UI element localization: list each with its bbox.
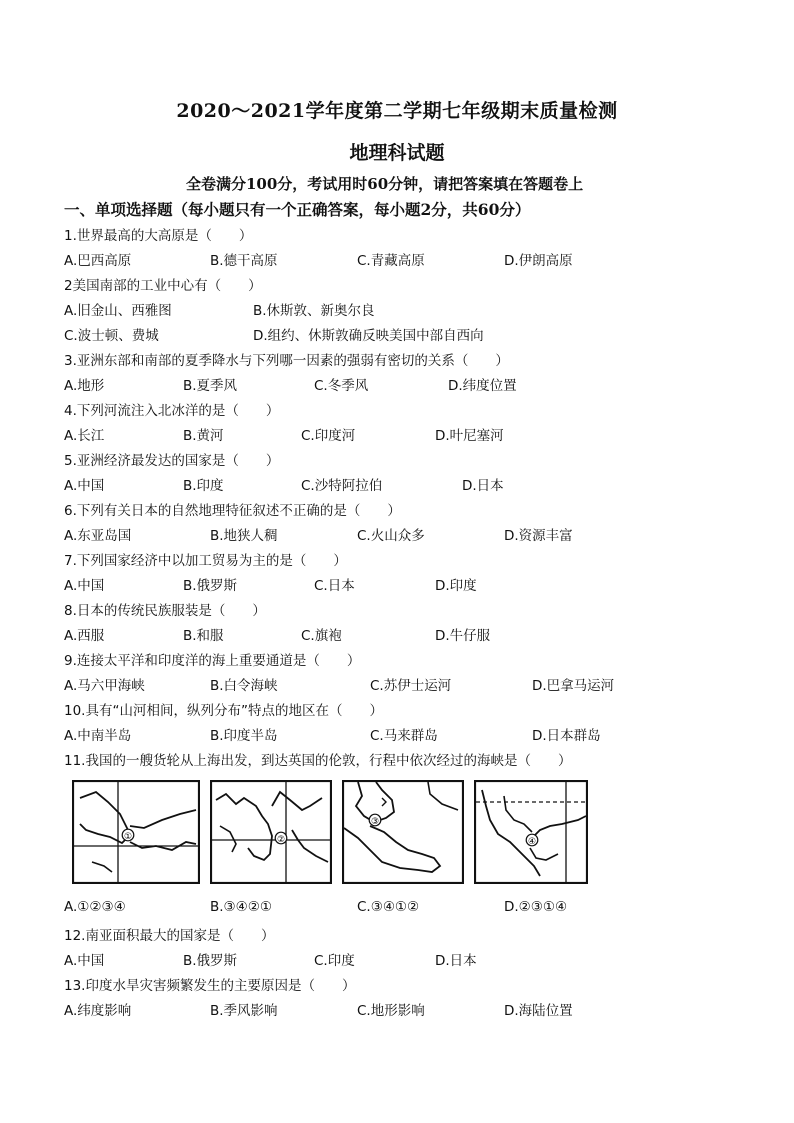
option-d: D.巴拿马运河 (532, 678, 615, 694)
option-b: B.俄罗斯 (183, 953, 238, 969)
option-d: D.印度 (435, 578, 477, 594)
question-options (64, 249, 744, 269)
option-b: B.俄罗斯 (183, 578, 238, 594)
map-marker: ④ (527, 837, 537, 847)
question-options (64, 424, 744, 444)
question-options (64, 999, 744, 1019)
question-options (64, 674, 744, 694)
exam-subject: 地理科试题 (349, 142, 445, 164)
question-stem: 13.印度水旱灾害频繁发生的主要原因是（ ） (64, 978, 356, 994)
option-a: A.地形 (64, 378, 105, 394)
option-b: B.德干高原 (210, 253, 278, 269)
option-a: A.中国 (64, 578, 105, 594)
question-stem: 8.日本的传统民族服装是（ ） (64, 603, 266, 619)
strait-map-4 (474, 780, 588, 884)
map-marker: ① (123, 832, 133, 842)
question-stem: 2美国南部的工业中心有（ ） (64, 278, 262, 294)
option-d: D.资源丰富 (504, 528, 573, 544)
option-b: B.③④②① (210, 899, 272, 915)
option-c: C.马来群岛 (370, 728, 438, 744)
question-options (64, 524, 744, 544)
question-stem: 6.下列有关日本的自然地理特征叙述不正确的是（ ） (64, 503, 401, 519)
option-c: C.印度 (314, 953, 355, 969)
option-a: A.巴西高原 (64, 253, 132, 269)
exam-title: 2020～2021学年度第二学期七年级期末质量检测 (176, 100, 618, 122)
strait-map-2 (210, 780, 332, 884)
option-d: D.叶尼塞河 (435, 428, 504, 444)
strait-map-3 (342, 780, 464, 884)
option-a: A.西服 (64, 628, 105, 644)
question-stem: 4.下列河流注入北冰洋的是（ ） (64, 403, 280, 419)
question-stem: 3.亚洲东部和南部的夏季降水与下列哪一因素的强弱有密切的关系（ ） (64, 353, 509, 369)
question-options (64, 949, 744, 969)
option-c: C.火山众多 (357, 528, 425, 544)
option-a: A.旧金山、西雅图 (64, 303, 172, 319)
question-stem: 9.连接太平洋和印度洋的海上重要通道是（ ） (64, 653, 361, 669)
option-d: D.日本 (435, 953, 477, 969)
question-options (64, 474, 744, 494)
option-c: C.地形影响 (357, 1003, 425, 1019)
question-options (64, 299, 744, 319)
section-title: 一、单项选择题（每小题只有一个正确答案，每小题2分，共60分） (64, 200, 531, 219)
option-c: C.冬季风 (314, 378, 369, 394)
question-stem: 5.亚洲经济最发达的国家是（ ） (64, 453, 280, 469)
option-c: C.波士顿、费城 (64, 328, 159, 344)
option-a: A.中国 (64, 478, 105, 494)
question-stem: 12.南亚面积最大的国家是（ ） (64, 928, 275, 944)
question-stem: 10.具有“山河相间，纵列分布”特点的地区在（ ） (64, 703, 383, 719)
option-b: B.和服 (183, 628, 224, 644)
question-options (64, 374, 744, 394)
question-options (64, 724, 744, 744)
option-d: D.牛仔服 (435, 628, 491, 644)
option-d: D.日本 (462, 478, 504, 494)
question-stem: 7.下列国家经济中以加工贸易为主的是（ ） (64, 553, 347, 569)
option-b: B.印度 (183, 478, 224, 494)
option-a: A.中国 (64, 953, 105, 969)
option-c: C.日本 (314, 578, 355, 594)
option-a: A.中南半岛 (64, 728, 132, 744)
question-options (64, 574, 744, 594)
option-d: D.组约、休斯敦确反映美国中部自西向 (253, 328, 484, 344)
option-b: B.地狭人稠 (210, 528, 278, 544)
option-a: A.①②③④ (64, 899, 126, 915)
option-c: C.旗袍 (301, 628, 342, 644)
option-b: B.季风影响 (210, 1003, 278, 1019)
map-marker: ② (276, 835, 286, 845)
option-c: C.③④①② (357, 899, 420, 915)
option-a: A.纬度影响 (64, 1003, 132, 1019)
strait-map-1 (72, 780, 200, 884)
option-b: B.休斯敦、新奥尔良 (253, 303, 375, 319)
exam-note: 全卷满分100分，考试用时60分钟，请把答案填在答题卷上 (186, 175, 584, 193)
question-options (64, 624, 744, 644)
option-d: D.日本群岛 (532, 728, 601, 744)
option-c: C.沙特阿拉伯 (301, 478, 383, 494)
option-a: A.东亚岛国 (64, 528, 132, 544)
question-options (64, 899, 744, 919)
option-a: A.长江 (64, 428, 105, 444)
option-d: D.②③①④ (504, 899, 568, 915)
question-stem: 11.我国的一艘货轮从上海出发，到达英国的伦敦，行程中依次经过的海峡是（ ） (64, 753, 572, 769)
option-b: B.印度半岛 (210, 728, 278, 744)
option-b: B.白令海峡 (210, 678, 278, 694)
option-c: C.苏伊士运河 (370, 678, 452, 694)
option-d: D.海陆位置 (504, 1003, 573, 1019)
option-b: B.夏季风 (183, 378, 238, 394)
question-options (64, 324, 744, 344)
option-c: C.青藏高原 (357, 253, 425, 269)
option-d: D.伊朗高原 (504, 253, 573, 269)
option-d: D.纬度位置 (448, 378, 517, 394)
option-b: B.黄河 (183, 428, 224, 444)
map-marker: ③ (370, 817, 380, 827)
option-c: C.印度河 (301, 428, 356, 444)
question-stem: 1.世界最高的大高原是（ ） (64, 228, 253, 244)
option-a: A.马六甲海峡 (64, 678, 145, 694)
